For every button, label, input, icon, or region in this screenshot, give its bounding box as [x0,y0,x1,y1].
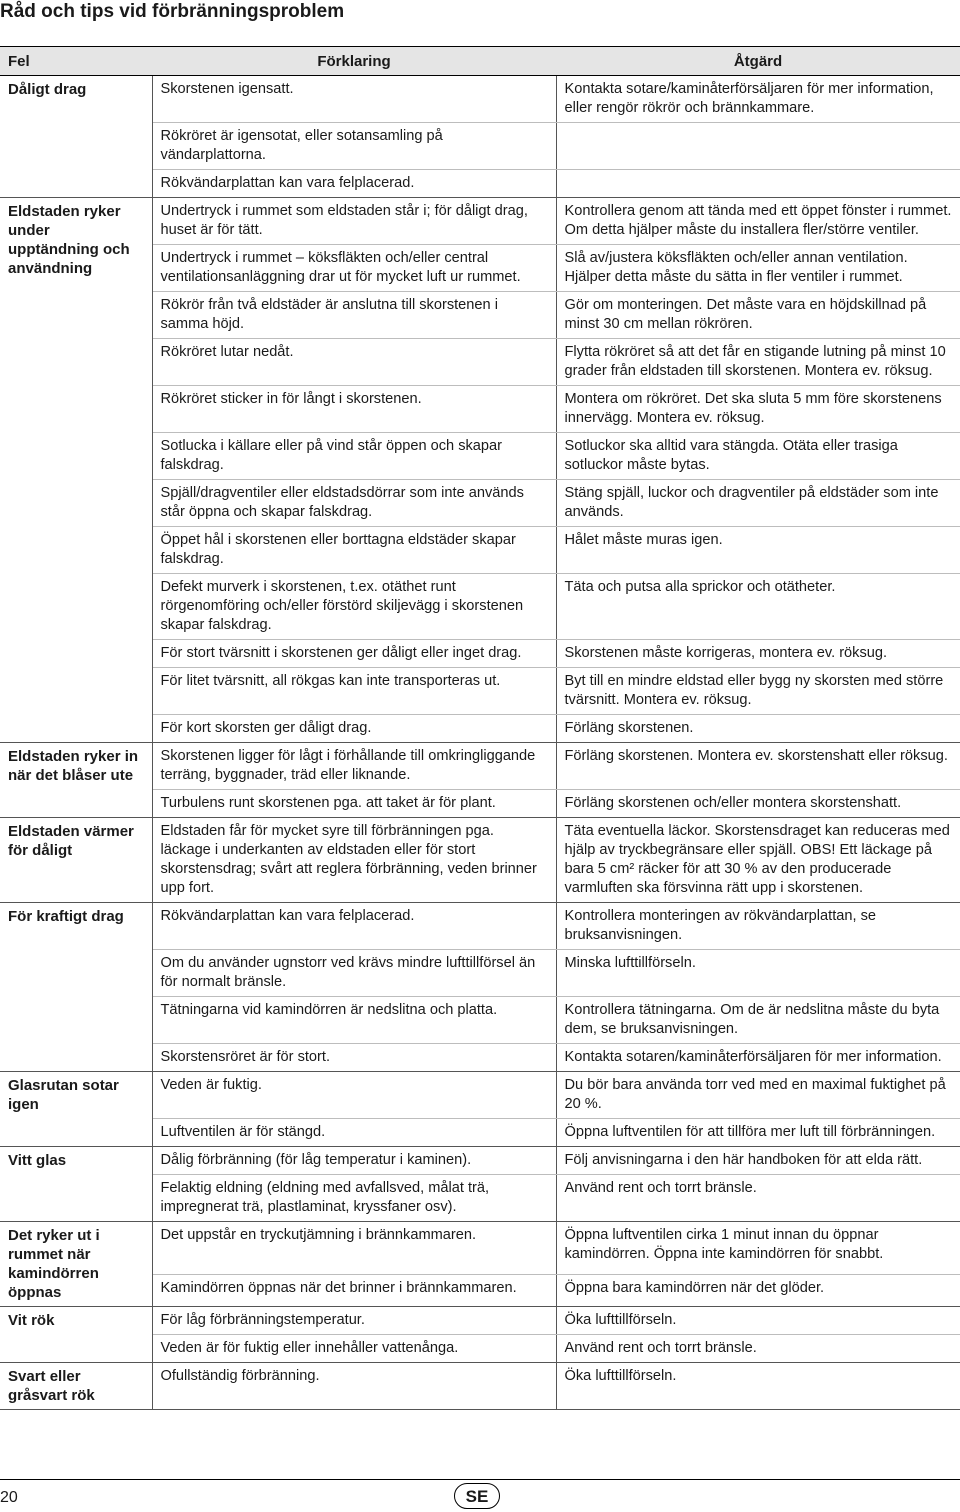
fault-cell: Glasrutan sotar igen [0,1072,152,1147]
explanation-cell: Spjäll/dragventiler eller eldstadsdörrar som inte används står öppna och skapar falskdrag. [152,480,556,527]
explanation-cell: Rökvändarplattan kan vara felplacerad. [152,170,556,198]
fault-cell: Det ryker ut i rummet när kamindörren öppnas [0,1222,152,1307]
action-cell: Kontakta sotare/kaminåterförsäljaren för mer information, eller rengör rökrör och brännkammare. [556,76,960,123]
table-row [0,743,960,790]
fault-cell: Eldstaden ryker under upptändning och användning [0,198,152,743]
table-row [0,1307,960,1335]
fault-cell: För kraftigt drag [0,903,152,1072]
table-row [0,198,960,245]
explanation-cell: Det uppstår en tryckutjämning i brännkammaren. [152,1222,556,1275]
action-cell: Hålet måste muras igen. [556,527,960,574]
action-cell: Sotluckor ska alltid vara stängda. Otäta eller trasiga sotluckor måste bytas. [556,433,960,480]
explanation-cell: Öppet hål i skorstenen eller borttagna eldstäder skapar falskdrag. [152,527,556,574]
explanation-cell: Turbulens runt skorstenen pga. att taket är för plant. [152,790,556,818]
explanation-cell: Skorstenen ligger för lågt i förhållande till omkringliggande terräng, byggnader, träd eller liknande. [152,743,556,790]
action-cell: Öppna luftventilen för att tillföra mer luft till förbränningen. [556,1119,960,1147]
footer-divider [0,1479,960,1480]
explanation-cell: Undertryck i rummet – köksfläkten och/eller central ventilationsanläggning drar ut för mycket luft ur rummet. [152,245,556,292]
table-row [0,1222,960,1275]
fault-cell: Eldstaden ryker in när det blåser ute [0,743,152,818]
action-cell: Förläng skorstenen och/eller montera skorstenshatt. [556,790,960,818]
explanation-cell: Undertryck i rummet som eldstaden står i; för dåligt drag, huset är för tätt. [152,198,556,245]
action-cell: Flytta rökröret så att det får en stigande lutning på minst 10 grader från eldstaden till skorstenen. Montera ev. röksug. [556,339,960,386]
explanation-cell: Veden är fuktig. [152,1072,556,1119]
action-cell: Följ anvisningarna i den här handboken för att elda rätt. [556,1147,960,1175]
table-body [0,76,960,1410]
explanation-cell: För låg förbränningstemperatur. [152,1307,556,1335]
page-number: 20 [0,1489,18,1506]
explanation-cell: Ofullständig förbränning. [152,1363,556,1410]
action-cell: Använd rent och torrt bränsle. [556,1175,960,1222]
fault-cell: Vit rök [0,1307,152,1363]
explanation-cell: Rökröret sticker in för långt i skorstenen. [152,386,556,433]
header-forklaring: Förklaring [152,47,556,76]
action-cell: Förläng skorstenen. [556,715,960,743]
action-cell: Öppna bara kamindörren när det glöder. [556,1275,960,1307]
action-cell: Stäng spjäll, luckor och dragventiler på eldstäder som inte används. [556,480,960,527]
explanation-cell: Veden är för fuktig eller innehåller vattenånga. [152,1335,556,1363]
explanation-cell: Tätningarna vid kamindörren är nedslitna och platta. [152,997,556,1044]
fault-cell: Dåligt drag [0,76,152,198]
action-cell: Kontakta sotaren/kaminåterförsäljaren för mer information. [556,1044,960,1072]
explanation-cell: Dålig förbränning (för låg temperatur i kaminen). [152,1147,556,1175]
action-cell: Skorstenen måste korrigeras, montera ev. röksug. [556,640,960,668]
table-row [0,1072,960,1119]
explanation-cell: Skorstensröret är för stort. [152,1044,556,1072]
table-row [0,1147,960,1175]
table-row [0,903,960,950]
explanation-cell: Om du använder ugnstorr ved krävs mindre lufttillförsel än för normalt bränsle. [152,950,556,997]
explanation-cell: Kamindörren öppnas när det brinner i brännkammaren. [152,1275,556,1307]
action-cell: Öka lufttillförseln. [556,1307,960,1335]
action-cell [556,170,960,198]
explanation-cell: För stort tvärsnitt i skorstenen ger dåligt eller inget drag. [152,640,556,668]
action-cell: Kontrollera genom att tända med ett öppet fönster i rummet. Om detta hjälper måste du installera fler/större ventiler. [556,198,960,245]
explanation-cell: Rökröret är igensotat, eller sotansamling på vändarplattorna. [152,123,556,170]
fault-cell: Svart eller gråsvart rök [0,1363,152,1410]
fault-cell: Eldstaden värmer för dåligt [0,818,152,903]
explanation-cell: Skorstenen igensatt. [152,76,556,123]
action-cell: Använd rent och torrt bränsle. [556,1335,960,1363]
action-cell: Byt till en mindre eldstad eller bygg ny skorsten med större tvärsnitt. Montera ev. röksug. [556,668,960,715]
action-cell [556,123,960,170]
explanation-cell: För litet tvärsnitt, all rökgas kan inte transporteras ut. [152,668,556,715]
page-title: Råd och tips vid förbränningsproblem [0,1,345,22]
header-fel: Fel [0,47,152,76]
action-cell: Montera om rökröret. Det ska sluta 5 mm före skorstenens innervägg. Montera ev. röksug. [556,386,960,433]
action-cell: Du bör bara använda torr ved med en maximal fuktighet på 20 %. [556,1072,960,1119]
troubleshooting-table [0,46,960,1410]
explanation-cell: För kort skorsten ger dåligt drag. [152,715,556,743]
explanation-cell: Eldstaden får för mycket syre till förbränningen pga. läckage i underkanten av eldstaden eller för stort skorstensdrag; svårt att reglera förbränning, veden brinner upp fort. [152,818,556,903]
explanation-cell: Rökrör från två eldstäder är anslutna till skorstenen i samma höjd. [152,292,556,339]
action-cell: Gör om monteringen. Det måste vara en höjdskillnad på minst 30 cm mellan rökrören. [556,292,960,339]
explanation-cell: Felaktig eldning (eldning med avfallsved, målat trä, impregnerat trä, plastlaminat, kryssfaner osv). [152,1175,556,1222]
explanation-cell: Rökröret lutar nedåt. [152,339,556,386]
action-cell: Öka lufttillförseln. [556,1363,960,1410]
explanation-cell: Rökvändarplattan kan vara felplacerad. [152,903,556,950]
language-badge: SE [454,1483,500,1509]
action-cell: Slå av/justera köksfläkten och/eller annan ventilation. Hjälper detta måste du sätta in fler ventiler i rummet. [556,245,960,292]
explanation-cell: Defekt murverk i skorstenen, t.ex. otäthet runt rörgenomföring och/eller förstörd skiljevägg i skorstenen skapar falskdrag. [152,574,556,640]
action-cell: Minska lufttillförseln. [556,950,960,997]
table-row [0,818,960,903]
action-cell: Förläng skorstenen. Montera ev. skorstenshatt eller röksug. [556,743,960,790]
action-cell: Kontrollera monteringen av rökvändarplattan, se bruksanvisningen. [556,903,960,950]
explanation-cell: Luftventilen är för stängd. [152,1119,556,1147]
table-header-row [0,47,960,76]
action-cell: Täta och putsa alla sprickor och otätheter. [556,574,960,640]
table-row [0,76,960,123]
action-cell: Kontrollera tätningarna. Om de är nedslitna måste du byta dem, se bruksanvisningen. [556,997,960,1044]
header-atgard: Åtgärd [556,47,960,76]
explanation-cell: Sotlucka i källare eller på vind står öppen och skapar falskdrag. [152,433,556,480]
table-row [0,1363,960,1410]
action-cell: Öppna luftventilen cirka 1 minut innan du öppnar kamindörren. Öppna inte kamindörren för snabbt. [556,1222,960,1275]
action-cell: Täta eventuella läckor. Skorstensdraget kan reduceras med hjälp av tryckbegränsare eller spjäll. OBS! Ett läckage på bara 5 cm² räcker för att 30 % av den producerade varmluften ska försvinna rätt upp i skorstenen. [556,818,960,903]
fault-cell: Vitt glas [0,1147,152,1222]
